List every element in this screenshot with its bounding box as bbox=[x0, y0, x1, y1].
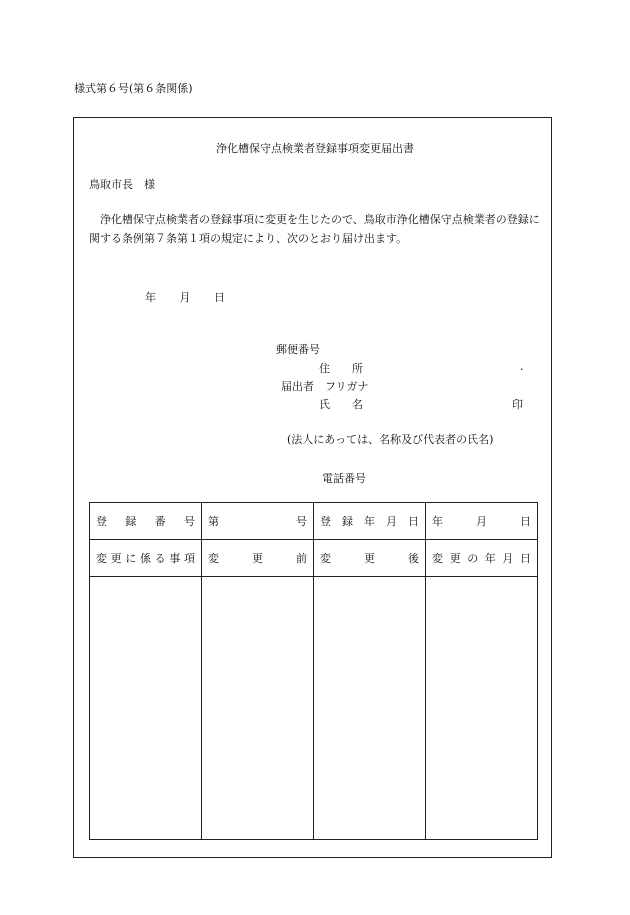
phone-label: 電話番号 bbox=[322, 472, 366, 485]
before-change-field[interactable] bbox=[202, 577, 314, 840]
name-label: 氏 名 bbox=[319, 398, 363, 411]
form-number: 様式第６号(第６条関係) bbox=[74, 82, 193, 95]
after-change-field[interactable] bbox=[314, 577, 426, 840]
address-label: 住 所 bbox=[319, 362, 363, 375]
address-end-mark: . bbox=[520, 360, 524, 373]
change-table bbox=[89, 502, 538, 840]
registration-date-label-cell: 登 録 年 月 日 bbox=[314, 503, 426, 540]
registration-number-field[interactable]: 第 号 bbox=[202, 503, 314, 540]
after-change-header: 変 更 後 bbox=[314, 540, 426, 577]
date-line: 年 月 日 bbox=[145, 291, 225, 304]
change-date-header: 変 更 の 年 月 日 bbox=[426, 540, 538, 577]
table-row bbox=[90, 540, 538, 577]
addressee: 鳥取市長 様 bbox=[89, 178, 155, 191]
registration-number-label-cell: 登 録 番 号 bbox=[90, 503, 202, 540]
change-item-field[interactable] bbox=[90, 577, 202, 840]
change-item-header: 変 更 に 係 る 事 項 bbox=[90, 540, 202, 577]
before-change-header: 変 更 前 bbox=[202, 540, 314, 577]
postal-code-label: 郵便番号 bbox=[276, 343, 320, 356]
table-row bbox=[90, 577, 538, 840]
change-date-field[interactable] bbox=[426, 577, 538, 840]
table-row bbox=[90, 503, 538, 540]
registration-date-field[interactable]: 年 月 日 bbox=[426, 503, 538, 540]
body-paragraph: 浄化槽保守点検業者の登録事項に変更を生じたので、鳥取市浄化槽保守点検業者の登録に関する条例第７条第１項の規定により、次のとおり届け出ます。 bbox=[89, 213, 540, 245]
corporate-note: (法人にあっては、名称及び代表者の氏名) bbox=[287, 433, 494, 446]
document-title: 浄化槽保守点検業者登録事項変更届出書 bbox=[216, 142, 414, 155]
applicant-furigana-label: 届出者 フリガナ bbox=[281, 380, 369, 393]
seal-mark: 印 bbox=[512, 398, 523, 411]
